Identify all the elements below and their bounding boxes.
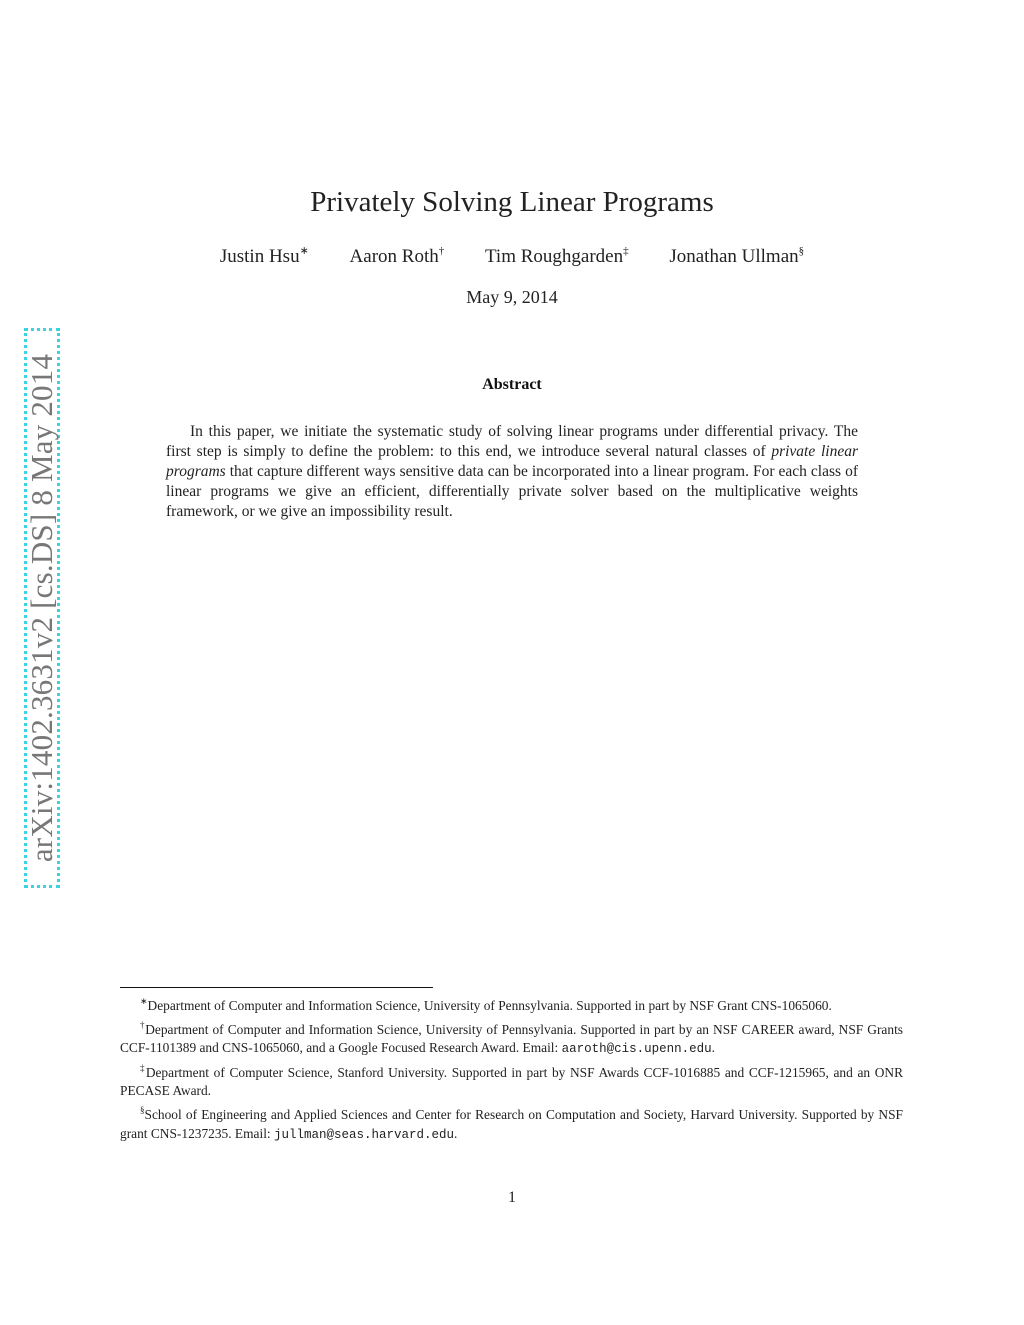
- paper-date: May 9, 2014: [466, 287, 558, 307]
- email-link[interactable]: aaroth@cis.upenn.edu: [561, 1042, 712, 1057]
- arxiv-identifier: arXiv:1402.3631v2 [cs.DS] 8 May 2014: [24, 353, 59, 863]
- footnote-divider: [120, 987, 433, 988]
- footnote: §School of Engineering and Applied Sciences and Center for Research on Computation and Society, Harvard University. Supported by NSF grant CNS-1237235. Email: jullman@seas.harvard.edu.: [120, 1104, 903, 1142]
- author: Tim Roughgarden‡: [484, 245, 629, 267]
- author: Aaron Roth†: [349, 245, 445, 267]
- footnotes: [120, 992, 903, 1144]
- footnote: †Department of Computer and Information Science, University of Pennsylvania. Supported in part by an NSF CAREER award, NSF Grants CCF-1101389 and CNS-1065060, and a Google Focused Research Award. Email: aaroth@cis.upenn.edu.: [120, 1019, 903, 1057]
- footnote: ‡Department of Computer Science, Stanford University. Supported in part by NSF Awards CCF-1016885 and CCF-1215965, and an ONR PECASE Award.: [120, 1062, 903, 1099]
- arxiv-stamp: [24, 328, 60, 888]
- author-list: [0, 244, 1024, 268]
- email-link[interactable]: jullman@seas.harvard.edu: [273, 1127, 455, 1142]
- paper-title: Privately Solving Linear Programs: [310, 186, 714, 218]
- abstract-heading: Abstract: [482, 376, 542, 393]
- emphasis-term: private linear programs: [166, 442, 858, 480]
- author: Justin Hsu∗: [219, 245, 309, 267]
- page-number: 1: [508, 1189, 516, 1206]
- abstract-body: In this paper, we initiate the systematic study of solving linear programs under differential privacy. The first step is simply to define the problem: to this end, we introduce several natural classes of private linear programs that capture different ways sensitive data can be incorporated into a linear program. For each class of linear programs we give an efficient, differentially private solver based on the multiplicative weights framework, or we give an impossibility result.: [166, 422, 858, 520]
- footnote: ∗Department of Computer and Information Science, University of Pennsylvania. Supported in part by NSF Grant CNS-1065060.: [140, 996, 832, 1013]
- author: Jonathan Ullman§: [669, 245, 805, 267]
